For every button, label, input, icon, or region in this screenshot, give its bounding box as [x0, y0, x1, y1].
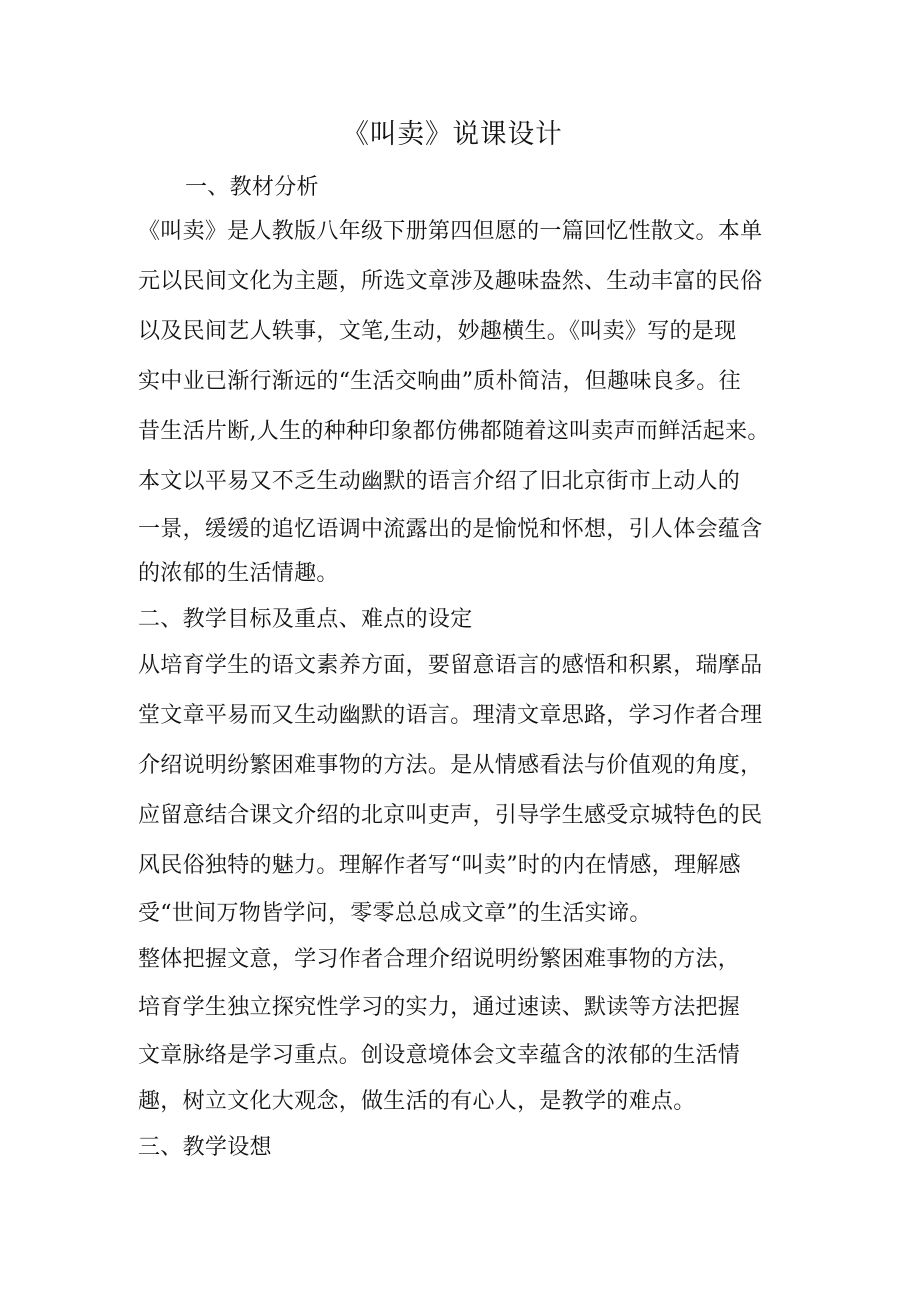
paragraph-line: 培育学生独立探究性学习的实力，通过速读、默读等方法把握	[138, 995, 741, 1020]
paragraph-line: 受“世间万物皆学问，零零总总成文章”的生活实谛。	[138, 901, 652, 926]
paragraph-line: 应留意结合课文介绍的北京叫吏声，引导学生感受京城特色的民	[138, 803, 763, 828]
paragraph-line: 风民俗独特的魅力。理解作者写“叫卖”时的内在情感，理解感	[138, 853, 741, 878]
paragraph-line: 介绍说明纷繁困难事物的方法。是从情感看法与价值观的角度，	[138, 753, 763, 778]
paragraph-line: 昔生活片断,人生的种种印象都仿佛都随着这叫卖声而鲜活起来。	[138, 419, 770, 444]
paragraph-line: 整体把握文意，学习作者合理介绍说明纷繁困难事物的方法，	[138, 947, 741, 972]
paragraph-line: 从培育学生的语文素养方面，要留意语言的感悟和积累，瑞摩品	[138, 653, 763, 678]
paragraph-line: 的浓郁的生活情趣。	[138, 561, 339, 586]
paragraph-line: 实中业已渐行渐远的“生活交响曲”质朴简洁，但趣味良多。往	[138, 369, 741, 394]
paragraph-line: 文章脉络是学习重点。创设意境体会文幸蕴含的浓郁的生活情	[138, 1043, 741, 1068]
paragraph-line: 堂文章平易而又生动幽默的语言。理清文章思路，学习作者合理	[138, 703, 763, 728]
paragraph-line: 一景，缓缓的追忆语调中流露出的是愉悦和怀想，引人体会蕴含	[138, 517, 763, 542]
paragraph-line: 以及民间艺人轶事，文笔,生动，妙趣横生。《叫卖》写的是现	[138, 319, 737, 344]
paragraph-line: 趣，树立文化大观念，做生活的有心人，是教学的难点。	[138, 1089, 696, 1114]
section-heading-3: 三、教学设想	[138, 1135, 272, 1160]
page-title: 《叫卖》说课设计	[342, 119, 563, 150]
paragraph-line: 本文以平易又不乏生动幽默的语言介绍了旧北京街市上动人的	[138, 469, 741, 494]
paragraph-line: 元以民间文化为主题，所选文章涉及趣味盎然、生动丰富的民俗	[138, 269, 763, 294]
section-heading-1: 一、教材分析	[185, 175, 319, 200]
section-heading-2: 二、教学目标及重点、难点的设定	[138, 607, 473, 632]
paragraph-line: 《叫卖》是人教版八年级下册第四但愿的一篇回忆性散文。本单	[138, 219, 763, 244]
